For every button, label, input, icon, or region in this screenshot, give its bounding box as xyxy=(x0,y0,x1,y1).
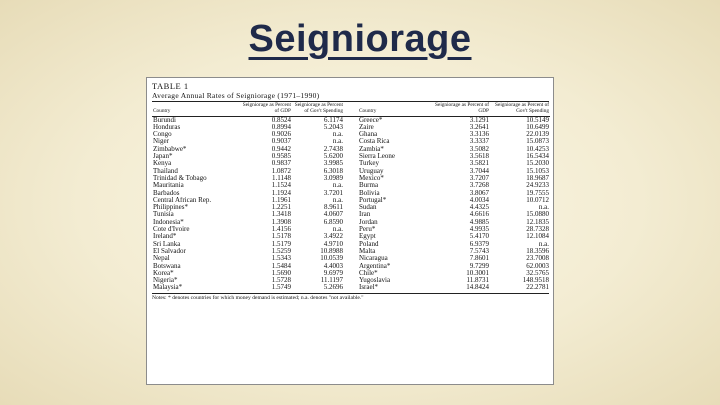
cell-gap xyxy=(344,248,358,255)
cell-gov-left: n.a. xyxy=(332,196,343,204)
cell-gap xyxy=(344,197,358,204)
cell-gdp-left: 1.1924 xyxy=(271,189,291,197)
table-row xyxy=(152,211,550,218)
cell-country-right: Chile* xyxy=(359,269,378,277)
table-label: TABLE 1 xyxy=(152,81,189,91)
cell-gdp-left: 1.5484 xyxy=(271,262,291,270)
cell-country-right: Israel* xyxy=(359,284,379,292)
cell-gdp-left: 1.3908 xyxy=(271,218,291,226)
cell-gdp-left: 1.5343 xyxy=(271,255,291,263)
cell-gap xyxy=(344,124,358,131)
cell-country-left: Korea* xyxy=(153,269,174,277)
cell-gdp-right: 3.7207 xyxy=(469,174,489,182)
cell-gov-right: 15.0873 xyxy=(526,138,549,146)
cell-gdp-right: 4.9935 xyxy=(469,226,489,234)
table-row xyxy=(152,197,550,204)
cell-gap xyxy=(344,153,358,160)
cell-country-left: Niger xyxy=(153,138,169,146)
cell-gov-right: 148.9518 xyxy=(522,277,549,285)
cell-gap xyxy=(344,160,358,167)
cell-gap xyxy=(344,146,358,153)
cell-gov-right: 16.5434 xyxy=(526,153,549,161)
cell-gov-left: 2.7438 xyxy=(323,145,343,153)
cell-country-right: Peru* xyxy=(359,226,376,234)
cell-gdp-left: 1.1961 xyxy=(271,196,291,204)
cell-gov-right: 22.0139 xyxy=(526,131,549,139)
cell-country-left: Barbados xyxy=(153,189,180,197)
cell-country-right: Zaire xyxy=(359,123,374,131)
cell-country-right: Costa Rica xyxy=(359,138,390,146)
cell-gap xyxy=(344,211,358,218)
cell-gap xyxy=(344,204,358,211)
cell-country-left: Trinidad & Tobago xyxy=(153,174,207,182)
cell-gov-right: 23.7008 xyxy=(526,255,549,263)
cell-gov-left: 6.8590 xyxy=(323,218,343,226)
cell-gdp-right: 7.5743 xyxy=(469,247,489,255)
cell-gov-right: 10.0712 xyxy=(526,196,549,204)
table-row xyxy=(152,138,550,145)
cell-gdp-right: 3.2641 xyxy=(469,123,489,131)
cell-gap xyxy=(344,190,358,197)
cell-country-left: Nigeria* xyxy=(153,277,178,285)
table-row xyxy=(152,160,550,167)
cell-gap xyxy=(344,175,358,182)
cell-gap xyxy=(344,138,358,145)
cell-gap xyxy=(344,255,358,262)
cell-country-right: Poland xyxy=(359,240,379,248)
cell-country-left: Indonesia* xyxy=(153,218,184,226)
cell-gap xyxy=(344,241,358,248)
table-row xyxy=(152,182,550,189)
cell-country-right: Egypt xyxy=(359,233,376,241)
cell-gov-left: 3.7201 xyxy=(323,189,343,197)
cell-country-right: Malta xyxy=(359,247,376,255)
cell-gdp-left: 1.5179 xyxy=(271,240,291,248)
cell-country-left: Philippines* xyxy=(153,204,189,212)
table-body xyxy=(152,116,550,292)
table-row xyxy=(152,241,550,248)
table-row xyxy=(152,190,550,197)
cell-gap xyxy=(344,116,358,124)
cell-gov-left: 6.1174 xyxy=(324,116,343,124)
header-gdp-left: Seigniorage as Percent of GDP xyxy=(238,103,292,116)
cell-gap xyxy=(344,226,358,233)
cell-country-right: Uruguay xyxy=(359,167,384,175)
cell-gdp-right: 3.5618 xyxy=(469,153,489,161)
cell-country-right: Nicaragua xyxy=(359,255,388,263)
cell-gdp-right: 3.7044 xyxy=(469,167,489,175)
cell-country-left: Congo xyxy=(153,131,172,139)
cell-gov-right: 28.7328 xyxy=(526,226,549,234)
header-gov-right: Seigniorage as Percent of Gov't Spending xyxy=(490,103,550,116)
cell-country-left: Sri Lanka xyxy=(153,240,181,248)
table-caption: Average Annual Rates of Seigniorage (1971–1990) xyxy=(152,91,549,102)
cell-gov-left: 3.0989 xyxy=(323,174,343,182)
cell-gov-right: n.a. xyxy=(538,204,549,212)
cell-gov-right: 15.1053 xyxy=(526,167,549,175)
cell-gov-right: n.a. xyxy=(538,240,549,248)
cell-gdp-left: 1.3418 xyxy=(271,211,291,219)
cell-gdp-left: 1.5690 xyxy=(271,269,291,277)
table-row xyxy=(152,131,550,138)
cell-country-right: Sudan xyxy=(359,204,377,212)
cell-gov-right: 15.0880 xyxy=(526,211,549,219)
cell-gov-right: 24.9233 xyxy=(526,182,549,190)
cell-gdp-left: 1.5728 xyxy=(271,277,291,285)
table-row xyxy=(152,219,550,226)
cell-country-left: Kenya xyxy=(153,160,172,168)
header-gov-left: Seigniorage as Percent of Gov't Spending xyxy=(292,103,344,116)
cell-gov-left: 10.8988 xyxy=(320,247,343,255)
cell-gov-right: 10.5149 xyxy=(526,116,549,124)
cell-gov-left: 9.6979 xyxy=(323,269,343,277)
cell-gov-left: n.a. xyxy=(332,131,343,139)
cell-gdp-left: 1.1524 xyxy=(271,182,291,190)
cell-gdp-left: 0.9837 xyxy=(271,160,291,168)
cell-country-left: Mauritania xyxy=(153,182,184,190)
header-country-right: Country xyxy=(358,103,432,116)
cell-country-left: Malaysia* xyxy=(153,284,183,292)
slide-title: Seigniorage xyxy=(248,18,472,60)
table-row xyxy=(152,204,550,211)
cell-country-left: Burundi xyxy=(153,116,176,124)
table-row xyxy=(152,168,550,175)
cell-gov-right: 18.3596 xyxy=(526,247,549,255)
cell-gdp-left: 1.0872 xyxy=(271,167,291,175)
cell-country-left: Honduras xyxy=(153,123,181,131)
cell-gdp-left: 0.9026 xyxy=(271,131,291,139)
cell-gdp-right: 3.8067 xyxy=(469,189,489,197)
cell-gdp-left: 0.9442 xyxy=(271,145,291,153)
cell-gov-right: 10.6499 xyxy=(526,123,549,131)
cell-country-right: Iran xyxy=(359,211,371,219)
cell-gov-left: 4.4003 xyxy=(323,262,343,270)
cell-country-right: Burma xyxy=(359,182,379,190)
cell-gov-left: 6.3018 xyxy=(323,167,343,175)
cell-gdp-right: 3.7268 xyxy=(469,182,489,190)
table-row xyxy=(152,270,550,277)
cell-gov-left: n.a. xyxy=(332,226,343,234)
cell-gap xyxy=(344,277,358,284)
cell-gov-left: 4.0607 xyxy=(323,211,343,219)
cell-gov-right: 12.1084 xyxy=(526,233,549,241)
cell-gdp-left: 0.9037 xyxy=(271,138,291,146)
cell-gov-left: 5.2043 xyxy=(323,123,343,131)
header-gap xyxy=(344,103,358,116)
cell-gov-left: 8.9611 xyxy=(324,204,343,212)
table-row xyxy=(152,248,550,255)
cell-gdp-left: 0.8524 xyxy=(271,116,291,124)
cell-gov-left: n.a. xyxy=(332,138,343,146)
cell-gdp-right: 3.5082 xyxy=(469,145,489,153)
table-row xyxy=(152,277,550,284)
cell-country-left: Tunisia xyxy=(153,211,174,219)
cell-gdp-right: 3.5821 xyxy=(469,160,489,168)
cell-gdp-right: 11.8731 xyxy=(466,277,489,285)
cell-country-right: Mexico* xyxy=(359,174,384,182)
table-row xyxy=(152,124,550,131)
cell-gdp-right: 7.8601 xyxy=(469,255,489,263)
cell-gap xyxy=(344,131,358,138)
cell-country-right: Greece* xyxy=(359,116,383,124)
cell-country-left: El Salvador xyxy=(153,247,186,255)
cell-gdp-left: 1.4156 xyxy=(271,226,291,234)
cell-gdp-left: 0.9585 xyxy=(271,153,291,161)
table-row xyxy=(152,255,550,262)
cell-gap xyxy=(344,182,358,189)
cell-country-right: Portugal* xyxy=(359,196,387,204)
cell-country-left: Ireland* xyxy=(153,233,177,241)
cell-gap xyxy=(344,168,358,175)
cell-gov-right: 15.2030 xyxy=(526,160,549,168)
cell-gov-right: 22.2781 xyxy=(526,284,549,292)
cell-gdp-right: 5.4170 xyxy=(469,233,489,241)
cell-gap xyxy=(344,284,358,291)
cell-country-right: Zambia* xyxy=(359,145,384,153)
cell-gov-right: 19.7555 xyxy=(526,189,549,197)
cell-gdp-right: 4.9885 xyxy=(469,218,489,226)
cell-gov-left: 3.4922 xyxy=(323,233,343,241)
cell-gdp-right: 14.8424 xyxy=(466,284,489,292)
cell-gov-right: 32.5765 xyxy=(526,269,549,277)
table-row xyxy=(152,263,550,270)
cell-country-right: Jordan xyxy=(359,218,378,226)
cell-gov-right: 10.4253 xyxy=(526,145,549,153)
cell-gov-left: 4.9710 xyxy=(323,240,343,248)
cell-gov-left: 5.6200 xyxy=(323,153,343,161)
cell-country-left: Cote d'Ivoire xyxy=(153,226,190,234)
cell-country-right: Argentina* xyxy=(359,262,391,270)
cell-gap xyxy=(344,270,358,277)
table-row xyxy=(152,226,550,233)
cell-country-left: Botswana xyxy=(153,262,181,270)
cell-gap xyxy=(344,263,358,270)
cell-gdp-right: 9.7299 xyxy=(469,262,489,270)
cell-country-right: Turkey xyxy=(359,160,379,168)
cell-gdp-left: 1.1148 xyxy=(272,174,291,182)
cell-gov-right: 62.0003 xyxy=(526,262,549,270)
cell-gdp-left: 0.8994 xyxy=(271,123,291,131)
seigniorage-table xyxy=(152,103,550,292)
cell-gov-left: 11.1197 xyxy=(320,277,343,285)
table-row xyxy=(152,175,550,182)
cell-country-left: Thailand xyxy=(153,167,178,175)
cell-gdp-right: 3.1291 xyxy=(469,116,489,124)
header-gdp-right: Seigniorage as Percent of GDP xyxy=(432,103,490,116)
table-row xyxy=(152,146,550,153)
cell-gdp-left: 1.5749 xyxy=(271,284,291,292)
cell-gdp-right: 6.9379 xyxy=(469,240,489,248)
cell-country-left: Zimbabwe* xyxy=(153,145,187,153)
cell-gap xyxy=(344,219,358,226)
cell-gdp-left: 1.5259 xyxy=(271,247,291,255)
cell-gdp-left: 1.5178 xyxy=(271,233,291,241)
table-row xyxy=(152,116,550,124)
table-row xyxy=(152,153,550,160)
cell-gov-left: 5.2696 xyxy=(323,284,343,292)
table-header-row xyxy=(152,103,550,116)
cell-country-left: Nepal xyxy=(153,255,170,263)
cell-gov-left: 3.9985 xyxy=(323,160,343,168)
cell-country-right: Sierra Leone xyxy=(359,153,395,161)
cell-country-right: Bolivia xyxy=(359,189,380,197)
cell-gdp-right: 3.3337 xyxy=(469,138,489,146)
cell-gdp-left: 1.2251 xyxy=(271,204,291,212)
cell-gdp-right: 4.4325 xyxy=(469,204,489,212)
cell-gov-left: n.a. xyxy=(332,182,343,190)
cell-gap xyxy=(344,233,358,240)
table-row xyxy=(152,233,550,240)
cell-gov-left: 10.0539 xyxy=(320,255,343,263)
cell-country-right: Yugoslavia xyxy=(359,277,391,285)
cell-gdp-right: 4.0034 xyxy=(469,196,489,204)
table-row xyxy=(152,284,550,291)
cell-gdp-right: 4.6616 xyxy=(469,211,489,219)
cell-gdp-right: 3.3136 xyxy=(469,131,489,139)
header-country-left: Country xyxy=(152,103,238,116)
cell-gdp-right: 10.3001 xyxy=(466,269,489,277)
cell-country-right: Ghana xyxy=(359,131,378,139)
scanned-table-image xyxy=(146,77,554,385)
cell-gov-right: 12.1835 xyxy=(526,218,549,226)
table-note: Notes: * denotes countries for which money demand is estimated; n.a. denotes "not available." xyxy=(152,293,549,302)
cell-country-left: Japan* xyxy=(153,153,173,161)
cell-gov-right: 18.9687 xyxy=(526,174,549,182)
cell-country-left: Central African Rep. xyxy=(153,196,212,204)
